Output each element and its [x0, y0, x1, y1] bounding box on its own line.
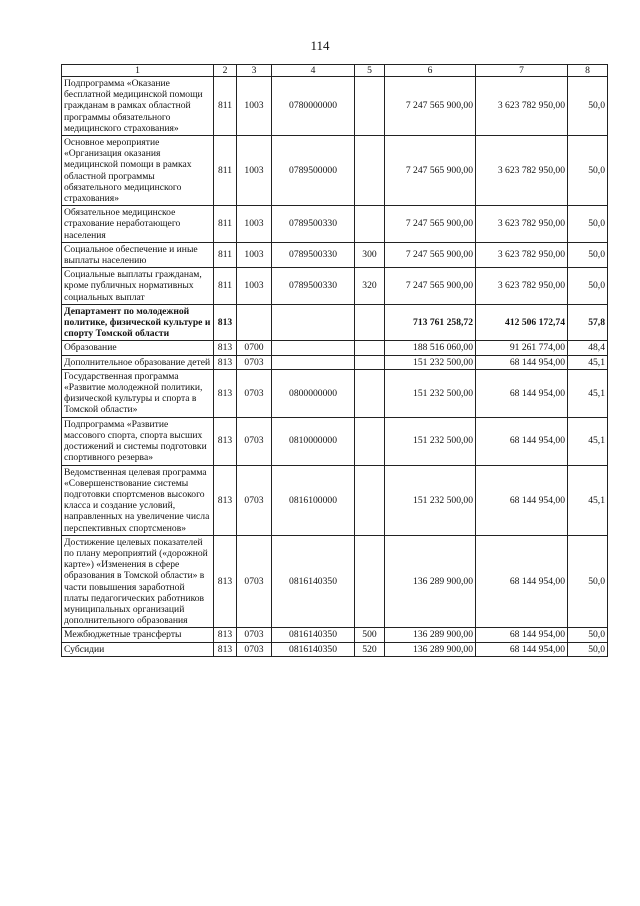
row-target-article-cell [272, 341, 355, 355]
row-admin-code-cell: 811 [214, 77, 237, 136]
row-percent-cell: 50,0 [568, 628, 608, 642]
row-actual-amount-cell: 68 144 954,00 [476, 369, 568, 417]
table-row [62, 535, 608, 628]
row-actual-amount-cell: 68 144 954,00 [476, 535, 568, 628]
page-number: 114 [310, 38, 330, 53]
row-plan-amount-cell: 7 247 565 900,00 [385, 206, 476, 243]
row-plan-amount-cell: 151 232 500,00 [385, 465, 476, 535]
column-header: 6 [385, 65, 476, 77]
row-admin-code-cell: 813 [214, 417, 237, 465]
row-percent-cell: 45,1 [568, 355, 608, 369]
column-header: 7 [476, 65, 568, 77]
row-plan-amount-cell: 136 289 900,00 [385, 642, 476, 656]
table-row [62, 355, 608, 369]
row-actual-amount-cell: 68 144 954,00 [476, 465, 568, 535]
row-name-cell: Государственная программа «Развитие молодежной политики, физической культуры и спорта в Томской области» [62, 369, 214, 417]
row-expense-type-cell: 320 [355, 268, 385, 305]
row-name-cell: Дополнительное образование детей [62, 355, 214, 369]
row-actual-amount-cell: 68 144 954,00 [476, 628, 568, 642]
row-section-code-cell: 0703 [237, 642, 272, 656]
row-target-article-cell: 0810000000 [272, 417, 355, 465]
row-actual-amount-cell: 68 144 954,00 [476, 355, 568, 369]
row-percent-cell: 50,0 [568, 77, 608, 136]
row-admin-code-cell: 813 [214, 369, 237, 417]
row-plan-amount-cell: 136 289 900,00 [385, 628, 476, 642]
row-name-cell: Ведомственная целевая программа «Совершенствование системы подготовки спортсменов высокого класса и создание условий, направленных на увеличение числа перспективных спортсменов» [62, 465, 214, 535]
row-target-article-cell: 0789500330 [272, 206, 355, 243]
table-row [62, 136, 608, 206]
column-header: 3 [237, 65, 272, 77]
row-percent-cell: 50,0 [568, 206, 608, 243]
row-admin-code-cell: 813 [214, 465, 237, 535]
row-percent-cell: 50,0 [568, 642, 608, 656]
row-target-article-cell: 0816100000 [272, 465, 355, 535]
row-plan-amount-cell: 151 232 500,00 [385, 417, 476, 465]
row-section-code-cell: 0703 [237, 465, 272, 535]
row-expense-type-cell: 520 [355, 642, 385, 656]
row-percent-cell: 50,0 [568, 268, 608, 305]
row-expense-type-cell [355, 355, 385, 369]
row-expense-type-cell [355, 369, 385, 417]
row-name-cell: Субсидии [62, 642, 214, 656]
table-row [62, 341, 608, 355]
row-plan-amount-cell: 7 247 565 900,00 [385, 242, 476, 267]
row-percent-cell: 45,1 [568, 465, 608, 535]
row-admin-code-cell: 813 [214, 535, 237, 628]
row-percent-cell: 48,4 [568, 341, 608, 355]
row-target-article-cell: 0789500330 [272, 242, 355, 267]
row-name-cell: Образование [62, 341, 214, 355]
row-plan-amount-cell: 188 516 060,00 [385, 341, 476, 355]
row-expense-type-cell [355, 136, 385, 206]
row-admin-code-cell: 813 [214, 355, 237, 369]
row-section-code-cell [237, 304, 272, 341]
row-actual-amount-cell: 3 623 782 950,00 [476, 206, 568, 243]
row-expense-type-cell [355, 535, 385, 628]
row-section-code-cell: 0703 [237, 369, 272, 417]
row-admin-code-cell: 811 [214, 206, 237, 243]
row-expense-type-cell: 300 [355, 242, 385, 267]
row-section-code-cell: 0703 [237, 355, 272, 369]
row-section-code-cell: 0703 [237, 628, 272, 642]
row-target-article-cell [272, 355, 355, 369]
row-section-code-cell: 1003 [237, 206, 272, 243]
row-section-code-cell: 0703 [237, 417, 272, 465]
row-percent-cell: 45,1 [568, 417, 608, 465]
row-target-article-cell: 0816140350 [272, 628, 355, 642]
budget-table [61, 64, 608, 657]
row-target-article-cell: 0816140350 [272, 535, 355, 628]
row-expense-type-cell [355, 77, 385, 136]
row-plan-amount-cell: 136 289 900,00 [385, 535, 476, 628]
row-percent-cell: 50,0 [568, 136, 608, 206]
row-section-code-cell: 0700 [237, 341, 272, 355]
row-name-cell: Основное мероприятие «Организация оказания медицинской помощи в рамках областной программы обязательного медицинского страхования» [62, 136, 214, 206]
row-percent-cell: 50,0 [568, 535, 608, 628]
row-target-article-cell: 0780000000 [272, 77, 355, 136]
row-name-cell: Подпрограмма «Развитие массового спорта, спорта высших достижений и системы подготовки спортивного резерва» [62, 417, 214, 465]
row-target-article-cell: 0800000000 [272, 369, 355, 417]
table-row [62, 268, 608, 305]
row-plan-amount-cell: 151 232 500,00 [385, 369, 476, 417]
row-percent-cell: 45,1 [568, 369, 608, 417]
row-admin-code-cell: 813 [214, 304, 237, 341]
row-section-code-cell: 1003 [237, 77, 272, 136]
table-row [62, 304, 608, 341]
table-row [62, 206, 608, 243]
row-admin-code-cell: 813 [214, 628, 237, 642]
column-header: 5 [355, 65, 385, 77]
row-plan-amount-cell: 713 761 258,72 [385, 304, 476, 341]
row-actual-amount-cell: 91 261 774,00 [476, 341, 568, 355]
table-row [62, 242, 608, 267]
row-actual-amount-cell: 68 144 954,00 [476, 642, 568, 656]
column-header: 1 [62, 65, 214, 77]
row-expense-type-cell [355, 417, 385, 465]
row-name-cell: Межбюджетные трансферты [62, 628, 214, 642]
table-row [62, 369, 608, 417]
row-section-code-cell: 1003 [237, 268, 272, 305]
row-expense-type-cell [355, 304, 385, 341]
column-header: 2 [214, 65, 237, 77]
row-plan-amount-cell: 7 247 565 900,00 [385, 136, 476, 206]
row-admin-code-cell: 811 [214, 136, 237, 206]
row-expense-type-cell [355, 341, 385, 355]
table-row [62, 642, 608, 656]
row-actual-amount-cell: 412 506 172,74 [476, 304, 568, 341]
row-plan-amount-cell: 151 232 500,00 [385, 355, 476, 369]
row-expense-type-cell [355, 206, 385, 243]
row-section-code-cell: 1003 [237, 136, 272, 206]
row-name-cell: Подпрограмма «Оказание бесплатной медицинской помощи гражданам в рамках областной программы обязательного медицинского страхования» [62, 77, 214, 136]
row-name-cell: Социальное обеспечение и иные выплаты населению [62, 242, 214, 267]
row-actual-amount-cell: 3 623 782 950,00 [476, 136, 568, 206]
row-name-cell: Департамент по молодежной политике, физической культуре и спорту Томской области [62, 304, 214, 341]
row-admin-code-cell: 811 [214, 268, 237, 305]
row-target-article-cell: 0789500330 [272, 268, 355, 305]
row-actual-amount-cell: 3 623 782 950,00 [476, 77, 568, 136]
row-actual-amount-cell: 68 144 954,00 [476, 417, 568, 465]
table-row [62, 465, 608, 535]
row-expense-type-cell [355, 465, 385, 535]
column-header: 8 [568, 65, 608, 77]
row-percent-cell: 57,8 [568, 304, 608, 341]
table-row [62, 77, 608, 136]
row-percent-cell: 50,0 [568, 242, 608, 267]
table-body [62, 77, 608, 657]
row-section-code-cell: 0703 [237, 535, 272, 628]
row-admin-code-cell: 813 [214, 642, 237, 656]
row-actual-amount-cell: 3 623 782 950,00 [476, 268, 568, 305]
row-section-code-cell: 1003 [237, 242, 272, 267]
row-name-cell: Социальные выплаты гражданам, кроме публичных нормативных социальных выплат [62, 268, 214, 305]
row-target-article-cell [272, 304, 355, 341]
column-header: 4 [272, 65, 355, 77]
row-target-article-cell: 0789500000 [272, 136, 355, 206]
row-plan-amount-cell: 7 247 565 900,00 [385, 77, 476, 136]
row-expense-type-cell: 500 [355, 628, 385, 642]
row-name-cell: Обязательное медицинское страхование неработающего населения [62, 206, 214, 243]
row-admin-code-cell: 811 [214, 242, 237, 267]
row-target-article-cell: 0816140350 [272, 642, 355, 656]
row-plan-amount-cell: 7 247 565 900,00 [385, 268, 476, 305]
table-row [62, 628, 608, 642]
row-actual-amount-cell: 3 623 782 950,00 [476, 242, 568, 267]
table-header-row [62, 65, 608, 77]
table-row [62, 417, 608, 465]
row-admin-code-cell: 813 [214, 341, 237, 355]
row-name-cell: Достижение целевых показателей по плану мероприятий («дорожной карте») «Изменения в сфере образования в Томской области» в части повышения заработной платы педагогических работников муниципальных организаций дополнительного образования [62, 535, 214, 628]
